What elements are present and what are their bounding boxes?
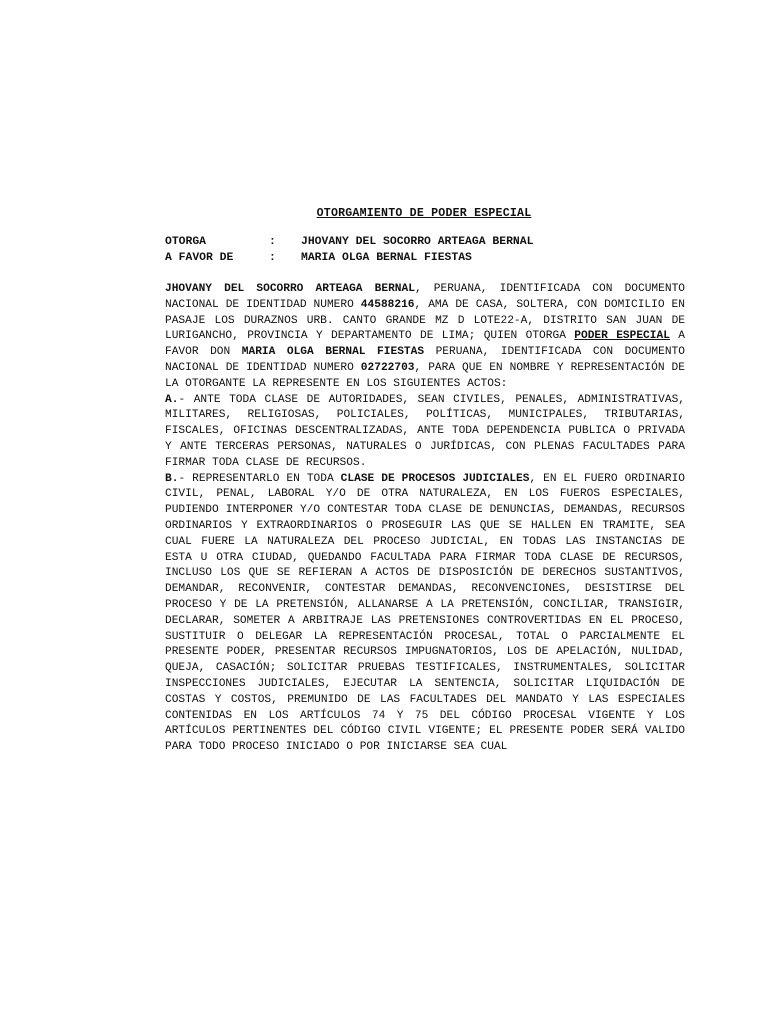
header-separator: : bbox=[269, 251, 276, 264]
grantee-name: MARIA OLGA BERNAL FIESTAS bbox=[241, 346, 425, 359]
grantor-dni: 44588216 bbox=[360, 298, 415, 311]
document-body bbox=[165, 282, 685, 756]
intro-text: , PARA QUE EN NOMBRE Y REPRESENTACIÓN DE LA OTORGANTE LA REPRESENTE EN LOS SIGUIENTES ACTOS: bbox=[165, 361, 685, 390]
document-title: OTORGAMIENTO DE PODER ESPECIAL bbox=[316, 207, 532, 220]
section-b-bold: CLASE DE PROCESOS JUDICIALES bbox=[340, 472, 530, 485]
header-value: MARIA OLGA BERNAL FIESTAS bbox=[301, 251, 472, 264]
header-value: JHOVANY DEL SOCORRO ARTEAGA BERNAL bbox=[301, 236, 534, 248]
intro-paragraph bbox=[165, 282, 685, 393]
grantor-name: JHOVANY DEL SOCORRO ARTEAGA BERNAL bbox=[165, 283, 415, 295]
section-a-marker: A. bbox=[165, 393, 179, 406]
document-header bbox=[165, 235, 533, 267]
header-label: OTORGA bbox=[165, 236, 207, 248]
section-a-text: - ANTE TODA CLASE DE AUTORIDADES, SEAN CIVILES, PENALES, ADMINISTRATIVAS, MILITARES, RELIGIOSAS, POLICIALES, POLÍTICAS, MUNICIPALES, TRIBUTARIAS, FISCALES, OFICINAS DESCENTRALIZADAS, ANTE TODA DEPENDENCIA PUBLICA O PRIVADA Y ANTE TERCERAS PERSONAS, NATURALES O JURÍDICAS, CON PLENAS FACULTADES PARA FIRMAR TODA CLASE DE RECURSOS. bbox=[165, 393, 685, 469]
intro-text: A FAVOR DON bbox=[165, 330, 685, 359]
header-label: A FAVOR DE bbox=[165, 251, 234, 264]
power-label: PODER ESPECIAL bbox=[574, 330, 670, 343]
intro-text: PERUANA, IDENTIFICADA CON DOCUMENTO NACIONAL DE IDENTIDAD NUMERO bbox=[165, 346, 685, 374]
section-b-paragraph bbox=[165, 472, 685, 756]
section-a-paragraph bbox=[165, 393, 685, 472]
header-row-otorga bbox=[165, 235, 533, 251]
section-b-marker: B. bbox=[165, 472, 179, 485]
section-b-text: , EN EL FUERO ORDINARIO CIVIL, PENAL, LABORAL Y/O DE OTRA NATURALEZA, EN LOS FUEROS ESPECIALES, PUDIENDO INTERPONER Y/O CONTESTAR TODA CLASE DE DENUNCIAS, DEMANDAS, RECURSOS ORDINARIOS Y EXTRAORDINARIOS O PROSEGUIR LAS QUE SE HALLEN EN TRAMITE, SEA CUAL FUERE LA NATURALEZA DEL PROCESO JUDICIAL, EN TODAS LAS INSTANCIAS DE ESTA U OTRA CIUDAD, QUEDANDO FACULTADA PARA FIRMAR TODA CLASE DE RECURSOS, INCLUSO LOS QUE SE REFIERAN A ACTOS DE DISPOSICIÓN DE DERECHOS SUSTANTIVOS, DEMANDAR, RECONVENIR, CONTESTAR DEMANDAS, RECONVENCIONES, DESISTIRSE DEL PROCESO Y DE LA PRETENSIÓN, ALLANARSE A LA PRETENSIÓN, CONCILIAR, TRANSIGIR, DECLARAR, SOMETER A ARBITRAJE LAS PRETENSIONES CONTROVERTIDAS EN EL PROCESO, SUSTITUIR O DELEGAR LA REPRESENTACIÓN PROCESAL, TOTAL O PARCIALMENTE EL PRESENTE PODER, PRESENTAR RECURSOS IMPUGNATORIOS, LOS DE APELACIÓN, NULIDAD, QUEJA, CASACIÓN; SOLICITAR PRUEBAS TESTIFICALES, INSTRUMENTALES, SOLICITAR INSPECCIONES JUDICIALES, EJECUTAR LA SENTENCIA, SOLICITAR LIQUIDACIÓN DE COSTAS Y COSTOS, PREMUNIDO DE LAS FACULTADES DEL MANDATO Y LAS ESPECIALES CONTENIDAS EN LOS ARTÍCULOS 74 Y 75 DEL CÓDIGO PROCESAL VIGENTE Y LOS ARTÍCULOS PERTINENTES DEL CÓDIGO CIVIL VIGENTE; EL PRESENTE PODER SERÁ VALIDO PARA TODO PROCESO INICIADO O POR INICIARSE SEA CUAL bbox=[165, 472, 685, 754]
grantee-dni: 02722703 bbox=[360, 361, 415, 374]
intro-text: , PERUANA, IDENTIFICADA CON DOCUMENTO NACIONAL DE IDENTIDAD NUMERO bbox=[165, 283, 686, 311]
intro-text: , AMA DE CASA, SOLTERA, CON DOMICILIO EN PASAJE LOS DURAZNOS URB. CANTO GRANDE MZ D LOTE22-A, DISTRITO SAN JUAN DE LURIGANCHO, PROVINCIA Y DEPARTAMENTO DE LIMA; QUIEN OTORGA bbox=[165, 298, 685, 343]
header-row-a-favor-de bbox=[165, 251, 533, 267]
section-b-text: - REPRESENTARLO EN TODA bbox=[178, 472, 341, 485]
header-separator: : bbox=[269, 236, 276, 248]
